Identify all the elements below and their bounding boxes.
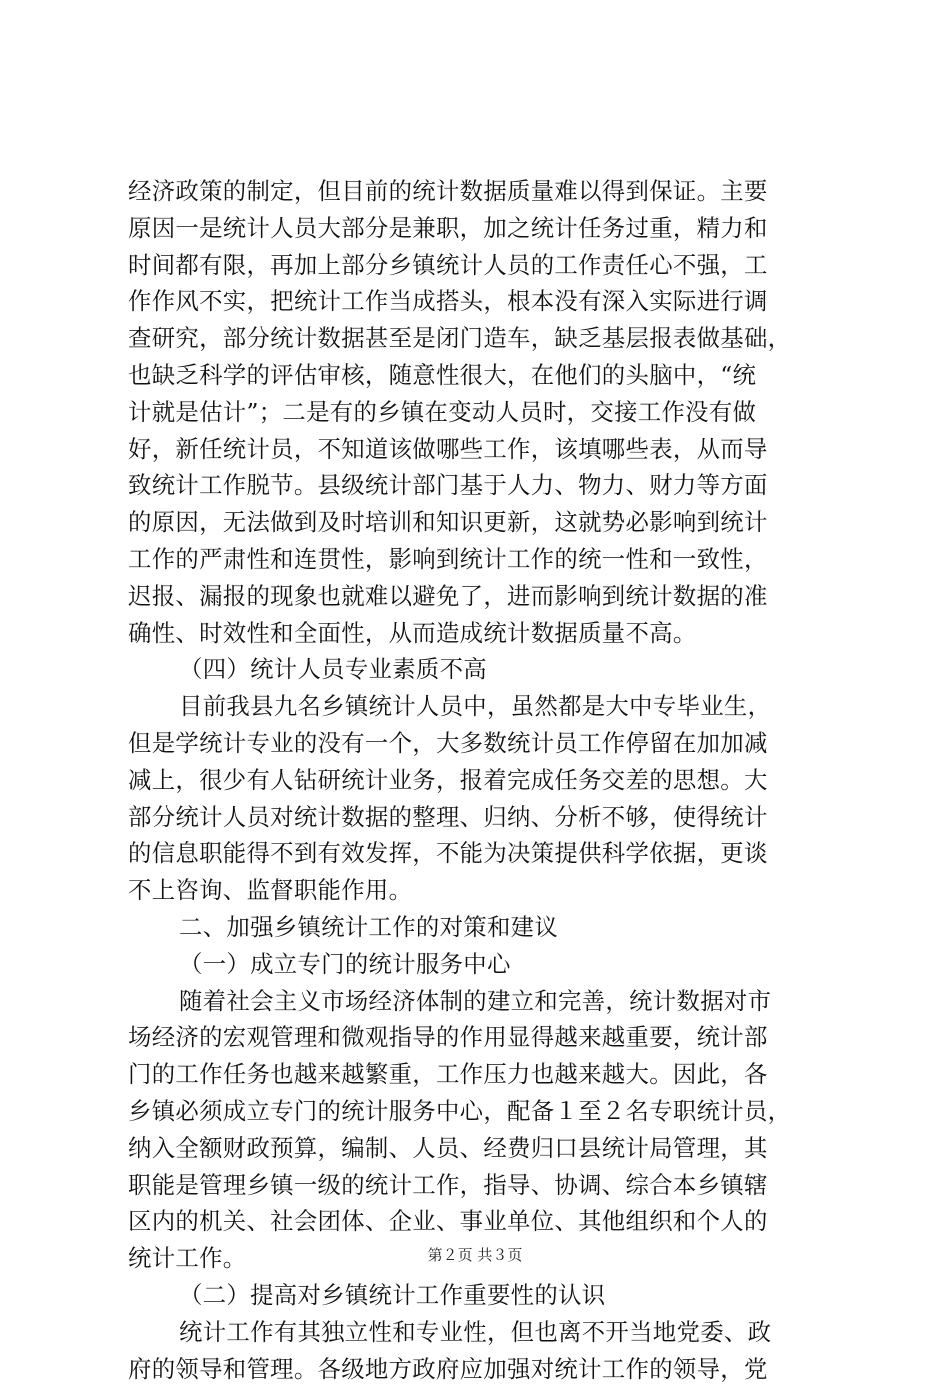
body-text-line: 但是学统计专业的没有一个，大多数统计员工作停留在加加减	[128, 725, 826, 762]
section-heading: （四）统计人员专业素质不高	[128, 651, 826, 688]
body-text-line: 经济政策的制定，但目前的统计数据质量难以得到保证。主要	[128, 173, 826, 210]
body-text-line: 乡镇必须成立专门的统计服务中心，配备１至２名专职统计员，	[128, 1093, 826, 1130]
paragraph-start-line: 目前我县九名乡镇统计人员中，虽然都是大中专毕业生，	[128, 688, 826, 725]
body-text-line: 也缺乏科学的评估审核，随意性很大，在他们的头脑中，“统	[128, 357, 826, 394]
body-text-line: 减上，很少有人钻研统计业务，报着完成任务交差的思想。大	[128, 762, 826, 799]
body-text-line: 确性、时效性和全面性，从而造成统计数据质量不高。	[128, 615, 826, 652]
body-text-line: 区内的机关、社会团体、企业、事业单位、其他组织和个人的	[128, 1203, 826, 1240]
document-body	[128, 173, 826, 1387]
body-text-line: 原因一是统计人员大部分是兼职，加之统计任务过重，精力和	[128, 210, 826, 247]
body-text-line: 职能是管理乡镇一级的统计工作，指导、协调、综合本乡镇辖	[128, 1167, 826, 1204]
body-text-line: 部分统计人员对统计数据的整理、归纳、分析不够，使得统计	[128, 799, 826, 836]
body-text-line: 统计工作。	[128, 1240, 826, 1277]
body-text-line: 作作风不实，把统计工作当成搭头，根本没有深入实际进行调	[128, 283, 826, 320]
body-text-line: 迟报、漏报的现象也就难以避免了，进而影响到统计数据的准	[128, 578, 826, 615]
body-text-line: 的信息职能得不到有效发挥，不能为决策提供科学依据，更谈	[128, 835, 826, 872]
body-text-line: 场经济的宏观管理和微观指导的作用显得越来越重要，统计部	[128, 1019, 826, 1056]
body-text-line: 门的工作任务也越来越繁重，工作压力也越来越大。因此，各	[128, 1056, 826, 1093]
body-text-line: 查研究，部分统计数据甚至是闭门造车，缺乏基层报表做基础，	[128, 320, 826, 357]
body-text-line: 不上咨询、监督职能作用。	[128, 872, 826, 909]
body-text-line: 的原因，无法做到及时培训和知识更新，这就势必影响到统计	[128, 504, 826, 541]
body-text-line: 时间都有限，再加上部分乡镇统计人员的工作责任心不强，工	[128, 247, 826, 284]
body-text-line: 工作的严肃性和连贯性，影响到统计工作的统一性和一致性，	[128, 541, 826, 578]
chapter-heading: 二、加强乡镇统计工作的对策和建议	[128, 909, 826, 946]
page-number-footer: 第２页 共３页	[0, 1244, 950, 1265]
section-heading: （二）提高对乡镇统计工作重要性的认识	[128, 1277, 826, 1314]
section-heading: （一）成立专门的统计服务中心	[128, 946, 826, 983]
paragraph-start-line: 统计工作有其独立性和专业性，但也离不开当地党委、政	[128, 1314, 826, 1351]
body-text-line: 致统计工作脱节。县级统计部门基于人力、物力、财力等方面	[128, 467, 826, 504]
paragraph-start-line: 随着社会主义市场经济体制的建立和完善，统计数据对市	[128, 983, 826, 1020]
body-text-line: 纳入全额财政预算，编制、人员、经费归口县统计局管理，其	[128, 1130, 826, 1167]
body-text-line: 府的领导和管理。各级地方政府应加强对统计工作的领导，党	[128, 1351, 826, 1387]
body-text-line: 计就是估计”；二是有的乡镇在变动人员时，交接工作没有做	[128, 394, 826, 431]
body-text-line: 好，新任统计员，不知道该做哪些工作，该填哪些表，从而导	[128, 431, 826, 468]
